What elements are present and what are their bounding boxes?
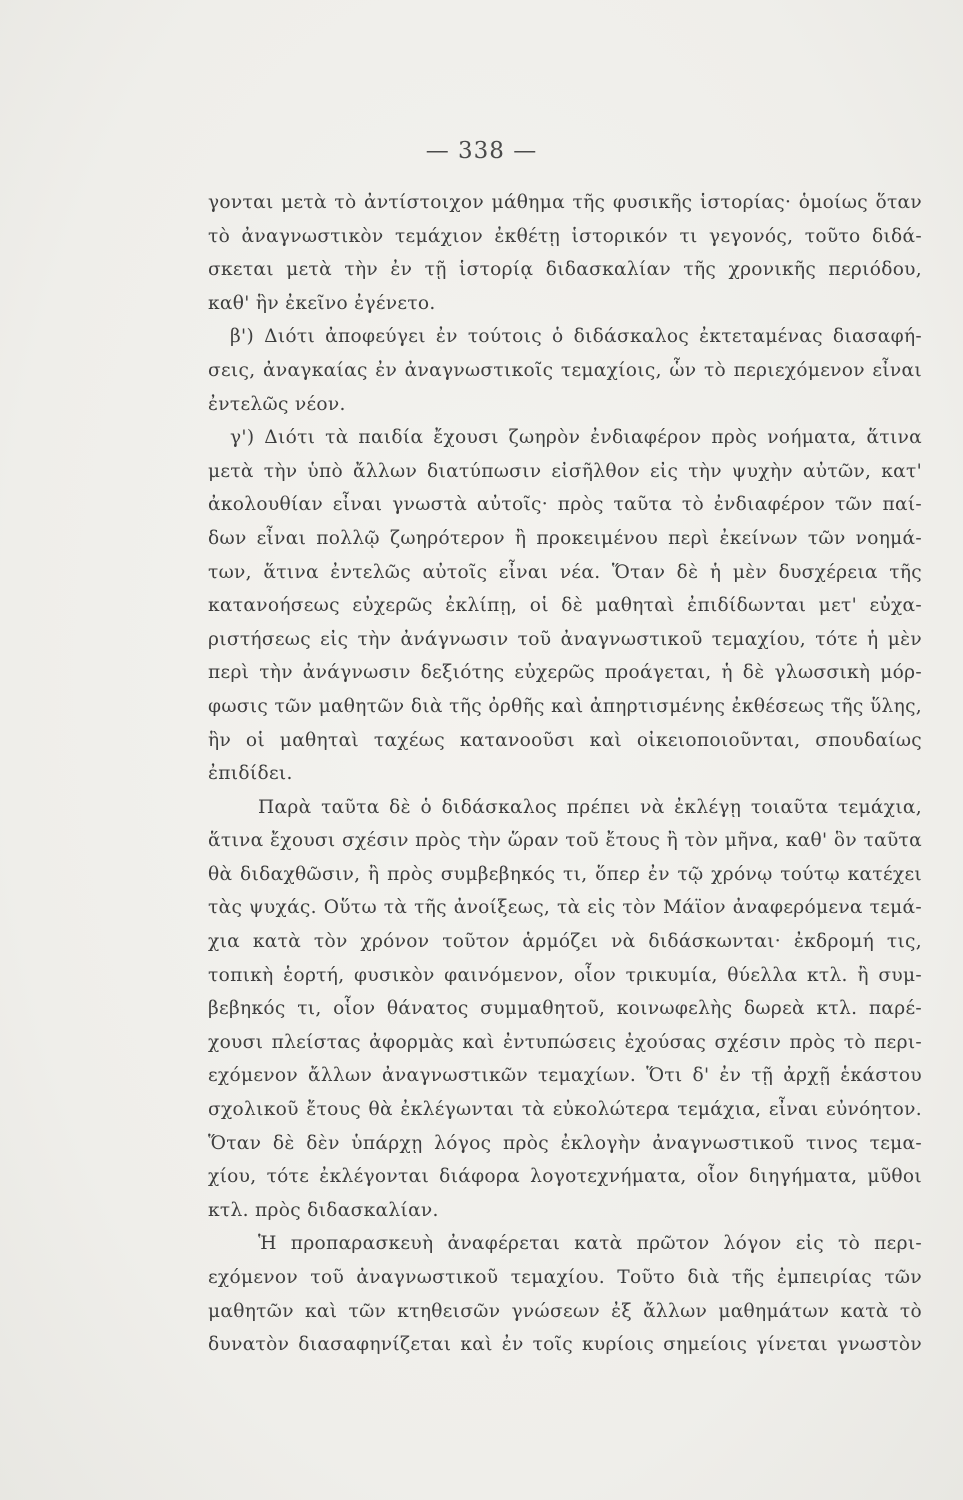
text-line: ριστήσεως εἰς τὴν ἀνάγνωσιν τοῦ ἀναγνωστικοῦ τεμαχίου, τότε ἡ μὲν xyxy=(208,628,922,650)
text-line: κτλ. πρὸς διδασκαλίαν. xyxy=(208,1199,439,1221)
text-line: χια κατὰ τὸν χρόνον τοῦτον ἁρμόζει νὰ διδάσκωνται· ἐκδρομή τις, xyxy=(208,931,922,953)
text-line: κατανοήσεως εὐχερῶς ἐκλίπῃ, οἱ δὲ μαθηταὶ ἐπιδίδωνται μετ' εὐχα- xyxy=(208,595,922,617)
text-line: σεις, ἀναγκαίας ἐν ἀναγνωστικοῖς τεμαχίοις, ὧν τὸ περιεχόμενον εἶναι xyxy=(208,359,922,381)
text-line: ἣν οἱ μαθηταὶ ταχέως κατανοοῦσι καὶ οἰκειοποιοῦνται, σπουδαίως xyxy=(208,729,922,751)
text-line: τὸ ἀναγνωστικὸν τεμάχιον ἐκθέτῃ ἱστορικόν τι γεγονός, τοῦτο διδά- xyxy=(208,225,922,247)
text-line: δυνατὸν διασαφηνίζεται καὶ ἐν τοῖς κυρίοις σημείοις γίνεται γνωστὸν xyxy=(208,1334,922,1356)
text-line: Ἡ προπαρασκευὴ ἀναφέρεται κατὰ πρῶτον λόγον εἰς τὸ περι- xyxy=(258,1233,922,1255)
text-line: μετὰ τὴν ὑπὸ ἄλλων διατύπωσιν εἰσῆλθον εἰς τὴν ψυχὴν αὐτῶν, κατ' xyxy=(208,460,922,482)
text-line: τοπικὴ ἑορτή, φυσικὸν φαινόμενον, οἷον τρικυμία, θύελλα κτλ. ἢ συμ- xyxy=(208,964,922,986)
text-line: β') Διότι ἀποφεύγει ἐν τούτοις ὁ διδάσκαλος ἐκτεταμένας διασαφή- xyxy=(230,326,922,348)
body-text xyxy=(208,186,922,1362)
text-line: γ') Διότι τὰ παιδία ἔχουσι ζωηρὸν ἐνδιαφέρον πρὸς νοήματα, ἅτινα xyxy=(230,427,922,449)
text-line: ἅτινα ἔχουσι σχέσιν πρὸς τὴν ὥραν τοῦ ἔτους ἢ τὸν μῆνα, καθ' ὃν ταῦτα xyxy=(208,830,922,852)
text-line: καθ' ἣν ἐκεῖνο ἐγένετο. xyxy=(208,292,436,314)
text-line: γονται μετὰ τὸ ἀντίστοιχον μάθημα τῆς φυσικῆς ἱστορίας· ὁμοίως ὅταν xyxy=(208,192,922,213)
text-line: ἐπιδίδει. xyxy=(208,763,293,785)
text-line: θὰ διδαχθῶσιν, ἢ πρὸς συμβεβηκός τι, ὅπερ ἐν τῷ χρόνῳ τούτῳ κατέχει xyxy=(208,863,922,885)
text-line: εχόμενον τοῦ ἀναγνωστικοῦ τεμαχίου. Τοῦτο διὰ τῆς ἐμπειρίας τῶν xyxy=(208,1267,922,1288)
text-line: βεβηκός τι, οἷον θάνατος συμμαθητοῦ, κοινωφελὴς δωρεὰ κτλ. παρέ- xyxy=(208,998,922,1020)
text-line: ἀκολουθίαν εἶναι γνωστὰ αὐτοῖς· πρὸς ταῦτα τὸ ἐνδιαφέρον τῶν παί- xyxy=(208,494,922,516)
text-line: τὰς ψυχάς. Οὕτω τὰ τῆς ἀνοίξεως, τὰ εἰς τὸν Μάϊον ἀναφερόμενα τεμά- xyxy=(208,897,922,919)
text-line: χουσι πλείστας ἀφορμὰς καὶ ἐντυπώσεις ἐχούσας σχέσιν πρὸς τὸ περι- xyxy=(208,1031,922,1053)
text-line: σχολικοῦ ἔτους θὰ ἐκλέγωνται τὰ εὐκολώτερα τεμάχια, εἶναι εὐνόητον. xyxy=(208,1099,922,1121)
text-line: εχόμενον ἄλλων ἀναγνωστικῶν τεμαχίων. Ὅτι δ' ἐν τῇ ἀρχῇ ἑκάστου xyxy=(208,1065,922,1087)
text-line: μαθητῶν καὶ τῶν κτηθεισῶν γνώσεων ἐξ ἄλλων μαθημάτων κατὰ τὸ xyxy=(208,1300,922,1322)
text-line: των, ἅτινα ἐντελῶς αὐτοῖς εἶναι νέα. Ὅταν δὲ ἡ μὲν δυσχέρεια τῆς xyxy=(208,561,922,583)
text-line: ἐντελῶς νέον. xyxy=(208,393,346,415)
text-line: δων εἶναι πολλῷ ζωηρότερον ἢ προκειμένου περὶ ἐκείνων τῶν νοημά- xyxy=(208,527,922,549)
page-number: — 338 — xyxy=(425,138,538,164)
text-line: φωσις τῶν μαθητῶν διὰ τῆς ὀρθῆς καὶ ἀπηρτισμένης ἐκθέσεως τῆς ὕλης, xyxy=(208,695,922,717)
text-line: χίου, τότε ἐκλέγονται διάφορα λογοτεχνήματα, οἷον διηγήματα, μῦθοι xyxy=(208,1166,922,1188)
text-line: σκεται μετὰ τὴν ἐν τῇ ἱστορίᾳ διδασκαλίαν τῆς χρονικῆς περιόδου, xyxy=(208,259,922,281)
text-line: Ὅταν δὲ δὲν ὑπάρχῃ λόγος πρὸς ἐκλογὴν ἀναγνωστικοῦ τινος τεμα- xyxy=(208,1132,922,1154)
text-line: περὶ τὴν ἀνάγνωσιν δεξιότης εὐχερῶς προάγεται, ἡ δὲ γλωσσικὴ μόρ- xyxy=(208,662,922,684)
text-line: Παρὰ ταῦτα δὲ ὁ διδάσκαλος πρέπει νὰ ἐκλέγῃ τοιαῦτα τεμάχια, xyxy=(258,796,922,818)
